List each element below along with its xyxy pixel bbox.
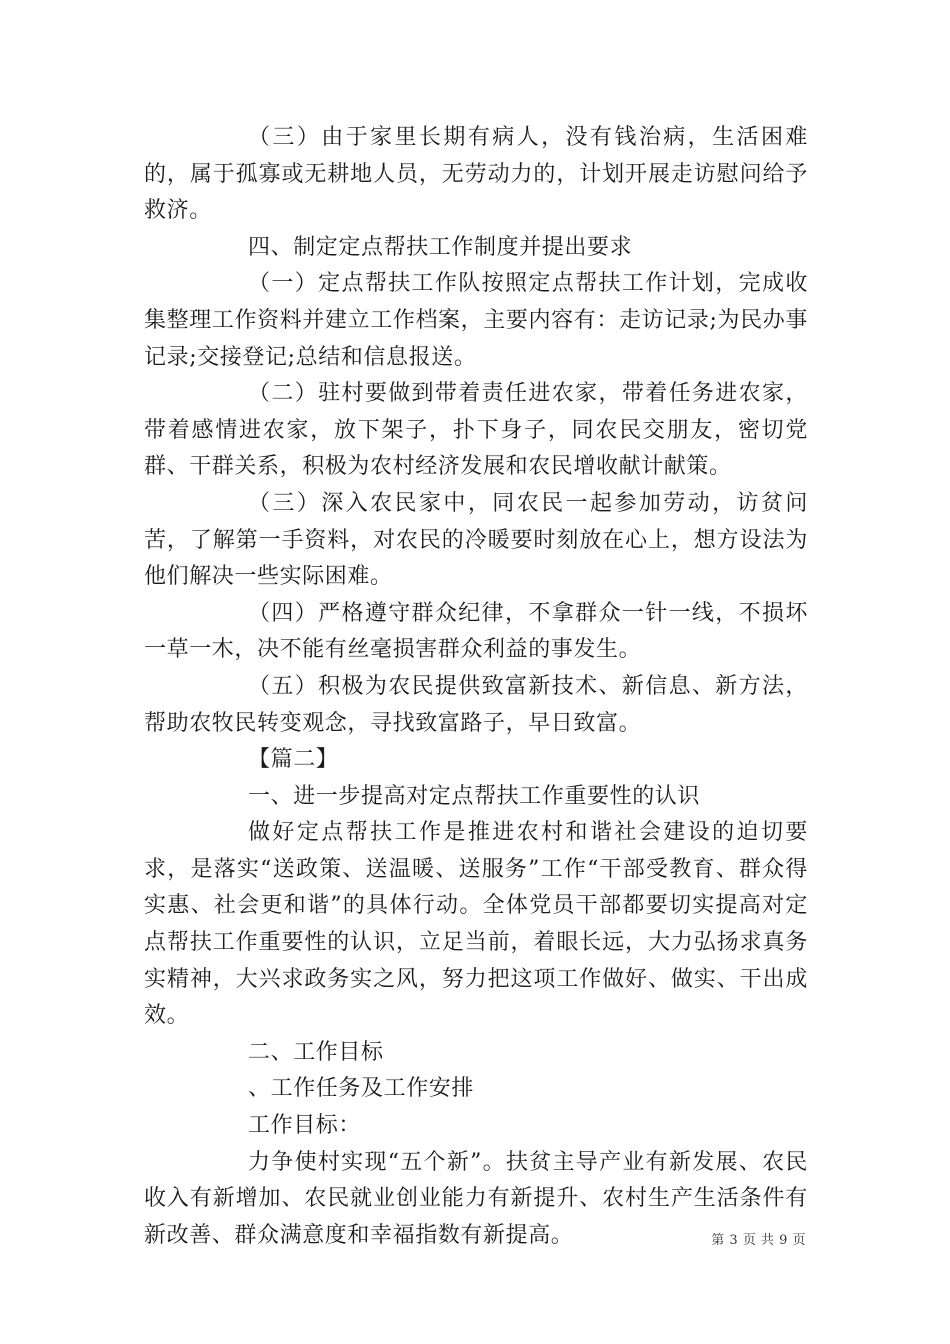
paragraph-1-work-archive: （一）定点帮扶工作队按照定点帮扶工作计划，完成收集整理工作资料并建立工作档案，主要内容有：走访记录;为民办事记录;交接登记;总结和信息报送。 (144, 271, 808, 370)
paragraph-4-discipline: （四）严格遵守群众纪律，不拿群众一针一线，不损坏一草一木，决不能有丝毫损害群众利益的事发生。 (144, 600, 808, 663)
paragraph-2-village-duty: （二）驻村要做到带着责任进农家，带着任务进农家，带着感情进农家，放下架子，扑下身子，同农民交朋友，密切党群、干群关系，积极为农村经济发展和农民增收献计献策。 (144, 381, 808, 480)
page-number-footer: 第 3 页 共 9 页 (711, 1233, 806, 1248)
paragraph-5-prosperity: （五）积极为农民提供致富新技术、新信息、新方法，帮助农牧民转变观念，寻找致富路子，早日致富。 (144, 673, 808, 736)
heading-work-tasks: 、工作任务及工作安排 (248, 1076, 475, 1102)
paragraph-3-farm-labor: （三）深入农民家中，同农民一起参加劳动，访贫问苦，了解第一手资料，对农民的冷暖要时刻放在心上，想方设法为他们解决一些实际困难。 (144, 490, 808, 590)
heading-4-system-requirements: 四、制定定点帮扶工作制度并提出要求 (248, 234, 633, 260)
paragraph-3-illness-relief: （三）由于家里长期有病人，没有钱治病，生活困难的，属于孤寡或无耕地人员，无劳动力的，计划开展走访慰问给予救济。 (144, 125, 808, 224)
label-work-goals: 工作目标： (248, 1113, 362, 1139)
heading-1-importance: 一、进一步提高对定点帮扶工作重要性的认识 (248, 783, 701, 809)
body-text (144, 120, 808, 1254)
paragraph-five-new: 力争使村实现“五个新”。扶贫主导产业有新发展、农民收入有新增加、农民就业创业能力有新提升、农村生产生活条件有新改善、群众满意度和幸福指数有新提高。 (144, 1149, 808, 1248)
paragraph-importance-body: 做好定点帮扶工作是推进农村和谐社会建设的迫切要求，是落实“送政策、送温暖、送服务”工作“干部受教育、群众得实惠、社会更和谐”的具体行动。全体党员干部都要切实提高对定点帮扶工作重要性的认识，立足当前，着眼长远，大力弘扬求真务实精神，大兴求政务实之风，努力把这项工作做好、做实、干出成效。 (144, 820, 808, 1029)
section-title-part-two: 【篇二】 (248, 747, 339, 773)
heading-2-work-goals: 二、工作目标 (248, 1039, 384, 1065)
